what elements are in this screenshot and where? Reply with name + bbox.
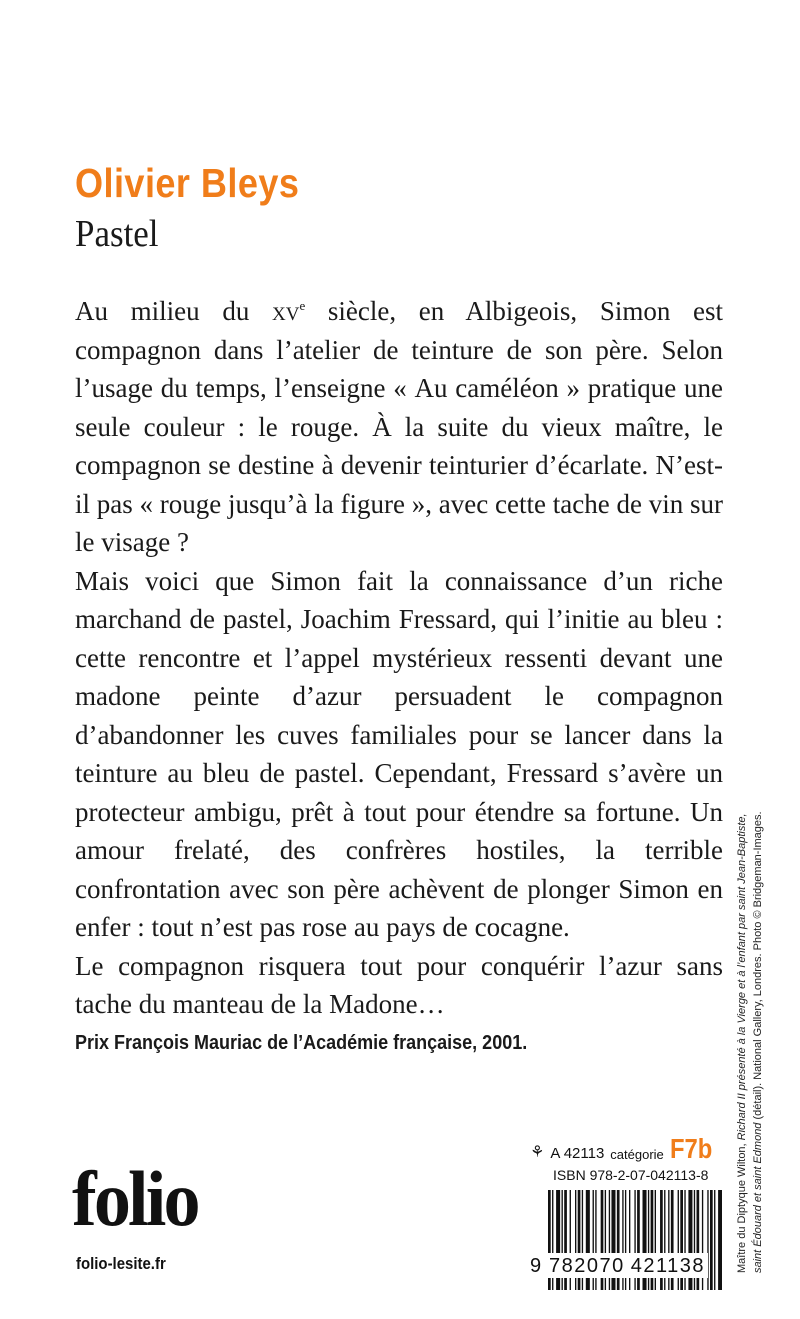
catalog-code: A 42113 (550, 1145, 605, 1162)
century-superscript: e (299, 298, 306, 313)
back-cover-blurb (75, 292, 723, 1024)
category-label: catégorie (610, 1147, 664, 1162)
blurb-paragraph-2: Mais voici que Simon fait la connaissance d’un riche marchand de pastel, Joachim Fressard, qui l’initie au bleu : cette rencontre et l’appel mystérieux ressenti devant une madone peinte d’azur persuadent le compagnon d’abandonner les cuves familiales pour se lancer dans la teinture au bleu de pastel. Cependant, Fressard s’avère un protecteur ambigu, prêt à tout pour étendre sa fortune. Un amour frelaté, des confrères hostiles, la terrible confrontation avec son père achèvent de plonger Simon en enfer : tout n’est pas rose au pays de cocagne. (75, 565, 723, 942)
publisher-url: folio-lesite.fr (76, 1254, 166, 1273)
blurb-paragraph-1: Au milieu du $xv^e$ siècle, en Albigeois, Simon est compagnon dans l’atelier de teinture de son père. Selon l’usage du temps, l’enseigne « Au caméléon » pratique une seule couleur : le rouge. À la suite du vieux maître, le compagnon se destine à devenir teinturier d’écarlate. N’est-il pas « rouge jusqu’à la figure », avec cette tache de vin sur le visage ? (75, 296, 723, 557)
catalog-line (530, 1133, 720, 1164)
barcode-digits (530, 1253, 726, 1278)
barcode-lead-digit: 9 (530, 1255, 542, 1277)
image-credit-line-2: saint Édouard et saint Edmond (détail). National Gallery, Londres. Photo © Bridgeman-Images. (752, 811, 764, 1273)
century-numeral: xv (271, 296, 300, 326)
image-credit-line-1: Maître du Diptyque Wilton, Richard II présenté à la Vierge et à l’enfant par saint Jean-Baptiste, (736, 813, 748, 1273)
folio-logo: folio (72, 1155, 198, 1242)
image-credit (734, 745, 794, 1273)
author-name: Olivier Bleys (75, 160, 300, 206)
isbn: ISBN 978-2-07-042113-8 (553, 1167, 709, 1183)
barcode-group-1: 782070 (546, 1253, 628, 1278)
category-code: F7b (669, 1133, 713, 1164)
prize-line: Prix François Mauriac de l’Académie française, 2001. (75, 1032, 528, 1054)
barcode-group-2: 421138 (628, 1253, 708, 1278)
book-title: Pastel (75, 213, 159, 255)
gallimard-mark-icon: ⚘ (530, 1144, 545, 1161)
blurb-paragraph-3: Le compagnon risquera tout pour conquérir l’azur sans tache du manteau de la Madone… (75, 950, 723, 1019)
